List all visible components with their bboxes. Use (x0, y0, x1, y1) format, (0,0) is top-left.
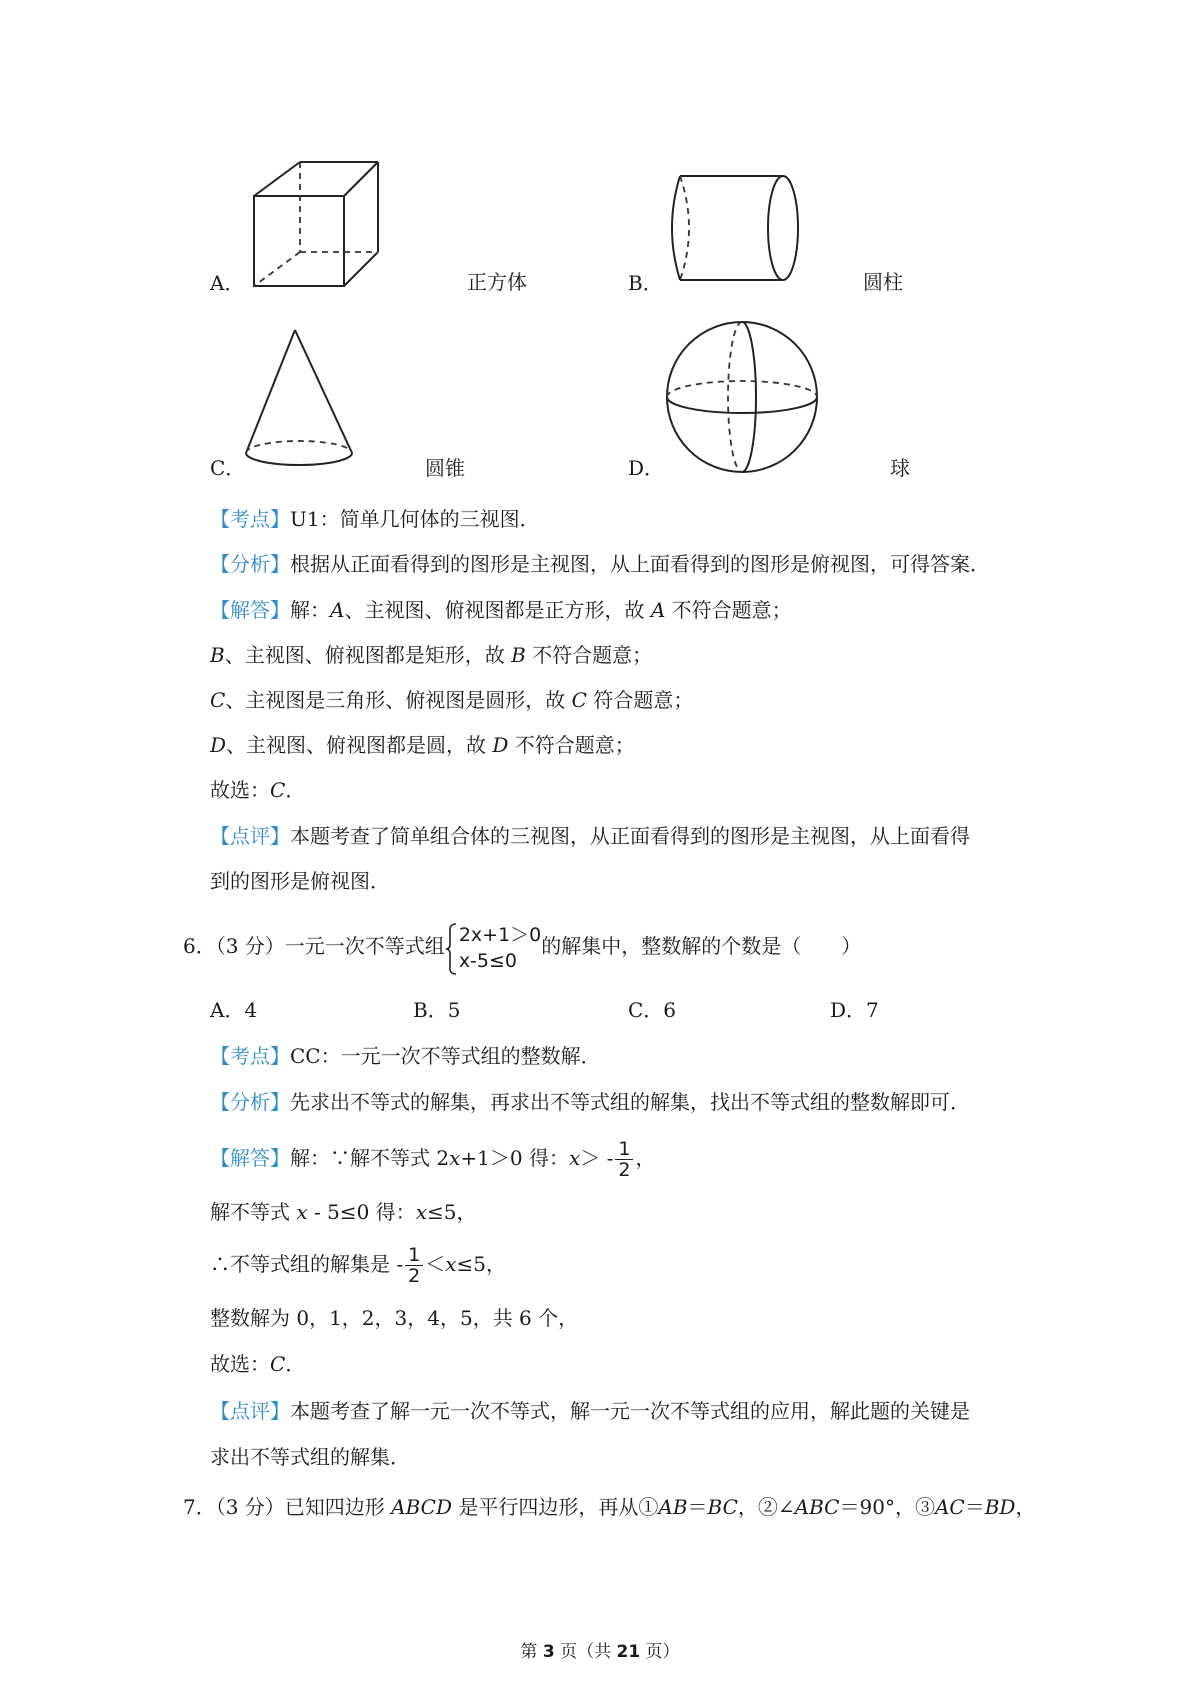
fraction-numerator: 1 (405, 1245, 423, 1266)
q5-jieda-3 (210, 686, 693, 714)
fraction-one-half (615, 1139, 633, 1180)
q7-text: ，②∠ (737, 1495, 795, 1519)
q6-option-c: C．6 (628, 998, 677, 1022)
fenxi-text: 根据从正面看得到的图形是主视图，从上面看得到的图形是俯视图，可得答案． (290, 552, 990, 576)
jieda-text: ， (635, 1146, 656, 1170)
guxuan-suffix: ． (285, 778, 306, 802)
jieda-text: ∴不等式组的解集是 - (210, 1252, 404, 1276)
q6-fenxi (210, 1088, 970, 1116)
q5-dianping-2 (210, 867, 390, 895)
cube-figure (250, 160, 380, 290)
q6-dianping-1 (210, 1397, 970, 1425)
cone-drawing (240, 328, 356, 476)
cylinder-drawing (662, 172, 802, 284)
var-b: B (511, 643, 526, 667)
q5-jieda-2 (210, 641, 652, 669)
q7-text: 7．（3 分）已知四边形 (183, 1495, 392, 1519)
q6-jieda-1 (210, 1134, 655, 1182)
guxuan-prefix: 故选： (210, 1352, 270, 1376)
jieda-prefix: 解： (290, 598, 330, 622)
var-x: x (445, 1252, 457, 1276)
var-abc: ABC (794, 1495, 840, 1519)
footer-text: 第 (520, 1642, 543, 1662)
jieda-text: 不符合题意； (508, 733, 635, 757)
sphere-drawing (663, 318, 821, 476)
q7-text: ＝ (964, 1495, 985, 1519)
jieda-text: ≤5， (456, 1252, 506, 1276)
q6-dianping-2 (210, 1443, 410, 1471)
jieda-text: ≤5， (426, 1200, 477, 1224)
page-number: 3 (542, 1642, 555, 1662)
q6-stem-suffix: 的解集中，整数解的个数是（ ） (541, 934, 862, 958)
q7-text: ， (1015, 1495, 1036, 1519)
dianping-text: 到的图形是俯视图． (210, 869, 390, 893)
dianping-tag: 【点评】 (210, 824, 290, 848)
q7-text: ＝90°，③ (839, 1495, 935, 1519)
dianping-text: 求出不等式组的解集． (210, 1445, 410, 1469)
var-d: D (210, 733, 227, 757)
fraction-numerator: 1 (615, 1139, 633, 1160)
q6-jieda-4 (210, 1304, 578, 1332)
inequality-system (445, 922, 541, 974)
brace-icon (445, 922, 457, 976)
cube-drawing (250, 160, 380, 290)
footer-text: 页（共 (554, 1642, 617, 1662)
sphere-figure (663, 318, 821, 476)
jieda-text: 、主视图、俯视图都是矩形，故 (224, 643, 512, 667)
var-c: C (571, 688, 587, 712)
jieda-text: 不符合题意； (525, 643, 653, 667)
dianping-text: 本题考查了简单组合体的三视图，从正面看得到的图形是主视图，从上面看得 (290, 824, 970, 848)
footer-text: 页） (640, 1642, 680, 1662)
jieda-text: +1＞0 得： (460, 1146, 569, 1170)
option-c-label: C． (210, 456, 246, 480)
q7-text: 是平行四边形，再从① (452, 1495, 659, 1519)
jieda-text: 解：∵解不等式 2 (290, 1146, 450, 1170)
answer-var: C (270, 778, 286, 802)
cube-name: 正方体 (467, 270, 527, 294)
q5-fenxi (210, 550, 990, 578)
kaodian-tag: 【考点】 (210, 507, 290, 531)
page-total: 21 (616, 1642, 641, 1662)
fenxi-text: 先求出不等式的解集，再求出不等式组的解集，找出不等式组的整数解即可． (290, 1090, 970, 1114)
q6-option-d: D．7 (830, 998, 879, 1022)
var-x: x (415, 1200, 427, 1224)
var-abcd: ABCD (391, 1495, 453, 1519)
fraction-denominator: 2 (618, 1159, 631, 1181)
answer-var: C (270, 1352, 286, 1376)
q5-kaodian (210, 505, 540, 533)
var-c: C (210, 688, 226, 712)
var-a: A (330, 598, 345, 622)
fraction-denominator: 2 (408, 1265, 421, 1287)
var-ac: AC (934, 1495, 965, 1519)
option-d-label: D． (628, 456, 665, 480)
var-x: x (449, 1146, 461, 1170)
jieda-text: 不符合题意； (665, 598, 792, 622)
q6-stem (183, 918, 861, 974)
q6-jieda-3 (210, 1240, 506, 1288)
q5-dianping-1 (210, 822, 970, 850)
kaodian-text: CC：一元一次不等式组的整数解． (290, 1044, 601, 1068)
jieda-text: - 5≤0 得： (307, 1200, 416, 1224)
fenxi-tag: 【分析】 (210, 1090, 290, 1114)
q6-stem-prefix: 6．（3 分）一元一次不等式组 (183, 934, 445, 958)
dianping-text: 本题考查了解一元一次不等式，解一元一次不等式组的应用，解此题的关键是 (290, 1399, 970, 1423)
q6-guxuan (210, 1350, 305, 1378)
inequality-row-2: x-5≤0 (458, 949, 518, 972)
sphere-name: 球 (890, 456, 910, 480)
option-a-label: A． (210, 271, 245, 295)
jieda-text: 、主视图、俯视图都是正方形，故 (344, 598, 651, 622)
q6-kaodian (210, 1042, 601, 1070)
jieda-text: 整数解为 0，1，2，3，4，5，共 6 个， (210, 1306, 579, 1330)
fraction-one-half (405, 1245, 423, 1286)
var-x: x (296, 1200, 308, 1224)
q5-jieda-1 (210, 596, 792, 624)
q5-jieda-4 (210, 731, 635, 759)
jieda-text: 、主视图、俯视图都是圆，故 (226, 733, 493, 757)
q6-option-a: A．4 (210, 998, 258, 1022)
fenxi-tag: 【分析】 (210, 552, 290, 576)
kaodian-tag: 【考点】 (210, 1044, 290, 1068)
cylinder-figure (662, 172, 802, 284)
jieda-tag: 【解答】 (210, 1146, 290, 1170)
jieda-text: ＞ - (580, 1146, 614, 1170)
q7-text: ＝ (687, 1495, 708, 1519)
var-b: B (210, 643, 225, 667)
cylinder-name: 圆柱 (863, 270, 903, 294)
var-bc: BC (707, 1495, 738, 1519)
q7-stem (183, 1493, 1035, 1521)
guxuan-prefix: 故选： (210, 778, 270, 802)
q6-option-b: B．5 (413, 998, 461, 1022)
q6-jieda-2 (210, 1198, 476, 1226)
page-footer (0, 1637, 1200, 1662)
jieda-text: 、主视图是三角形、俯视图是圆形，故 (225, 688, 572, 712)
cone-name: 圆锥 (425, 456, 465, 480)
jieda-text: ＜ (425, 1252, 446, 1276)
jieda-text: 符合题意； (586, 688, 694, 712)
var-x: x (568, 1146, 581, 1170)
jieda-text: 解不等式 (210, 1200, 297, 1224)
dianping-tag: 【点评】 (210, 1399, 290, 1423)
q5-guxuan (210, 776, 305, 804)
cone-figure (240, 328, 356, 476)
jieda-tag: 【解答】 (210, 598, 290, 622)
kaodian-text: U1：简单几何体的三视图． (290, 507, 540, 531)
guxuan-suffix: ． (285, 1352, 306, 1376)
var-a: A (650, 598, 666, 622)
inequality-row-1: 2x+1＞0 (458, 923, 542, 946)
var-bd: BD (984, 1495, 1016, 1519)
option-b-label: B． (628, 271, 663, 295)
var-d: D (492, 733, 509, 757)
var-ab: AB (658, 1495, 688, 1519)
